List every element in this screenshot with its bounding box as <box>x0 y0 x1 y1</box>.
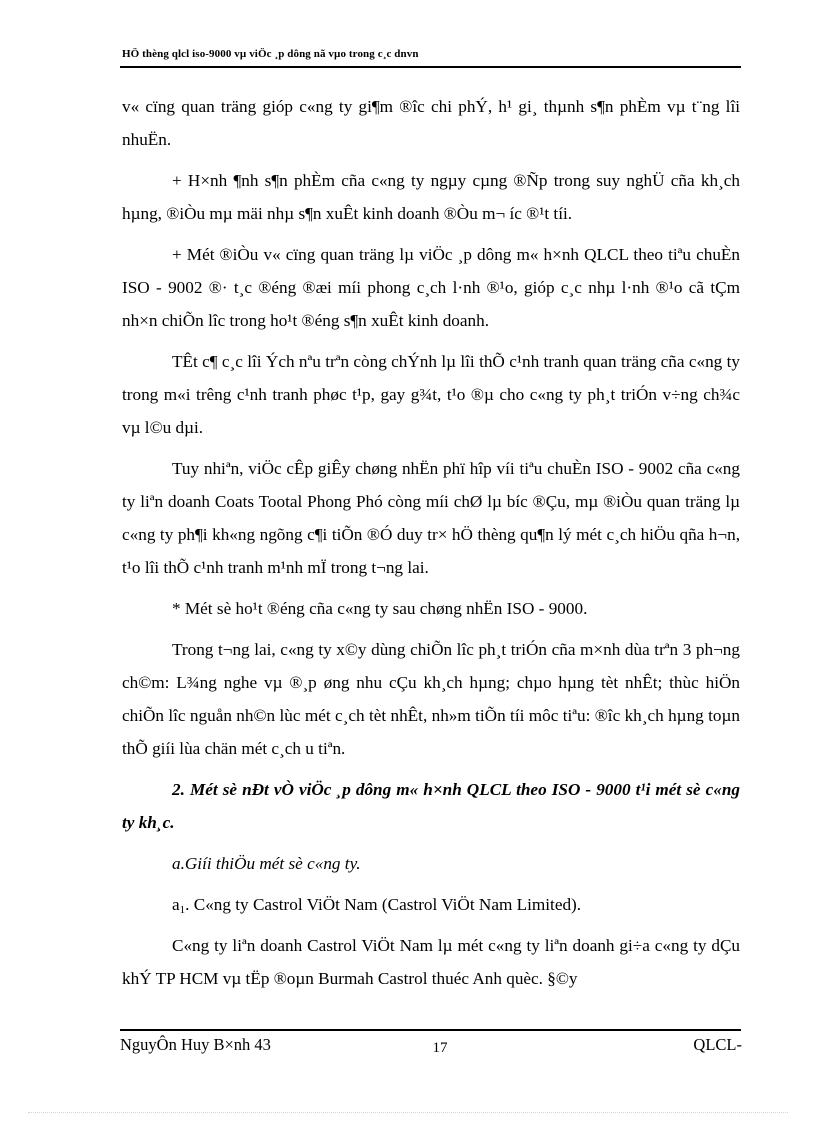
company-subheading-index: 1 <box>179 904 186 916</box>
paragraph-6: * Mét sè ho¹t ®éng cña c«ng ty sau chøng nhËn ISO - 9000. <box>172 599 588 618</box>
paragraph-3: + Mét ®iÒu v« cïng quan träng lµ viÖc ¸p dông m« h×nh QLCL theo tiªu chuÈn ISO - 9002 ®· t¸c ®éng ®æi míi phong c¸ch l·nh ®¹o, gióp c¸c nhµ l·nh ®¹o cã tÇm nh×n chiÕn lîc trong ho¹t ®éng s¶n xuÊt kinh doanh. <box>122 245 740 330</box>
paragraph-5: Tuy nhiªn, viÖc cÊp giÊy chøng nhËn phï hîp víi tiªu chuÈn ISO - 9002 cña c«ng ty liªn doanh Coats Tootal Phong Phó còng míi chØ lµ bíc ®Çu, mµ ®iÒu quan träng lµ c«ng ty ph¶i kh«ng ngõng c¶i tiÕn ®Ó duy tr× hÖ thèng qu¶n lý mét c¸ch hiÖu qña h¬n, t¹o lîi thÕ c¹nh tranh m¹nh mÏ trong t¬ng lai. <box>122 459 740 577</box>
page-bottom-edge <box>28 1112 788 1113</box>
header-divider <box>120 66 741 68</box>
company-subheading-text: . C«ng ty Castrol ViÖt Nam (Castrol ViÖt Nam Limited). <box>185 895 582 914</box>
page-number: 17 <box>432 1040 448 1056</box>
paragraph-8: C«ng ty liªn doanh Castrol ViÖt Nam lµ mét c«ng ty liªn doanh gi÷a c«ng ty dÇu khÝ TP HCM vµ tËp ®oµn Burmah Castrol thuéc Anh quèc. §©y <box>122 936 740 988</box>
section-heading: 2. Mét sè nÐt vÒ viÖc ¸p dông m« h×nh QLCL theo ISO - 9000 t¹i mét sè c«ng ty kh¸c. <box>122 780 740 832</box>
footer-class-code: QLCL- <box>693 1035 742 1054</box>
body-text <box>122 90 740 1003</box>
paragraph-7: Trong t¬ng lai, c«ng ty x©y dùng chiÕn lîc ph¸t triÓn cña m×nh dùa trªn 3 ph¬ng ch©m: L¾ng nghe vµ ®¸p øng nhu cÇu kh¸ch hµng; chµo hµng tèt nhÊt; thùc hiÖn chiÕn lîc nguån nh©n lùc mét c¸ch tèt nhÊt, nh»m tiÕn tíi môc tiªu: ®îc kh¸ch hµng toµn thÕ giíi lùa chän mét c¸ch u tiªn. <box>122 640 740 758</box>
footer-divider <box>120 1029 741 1031</box>
paragraph-1: v« cïng quan träng gióp c«ng ty gi¶m ®îc chi phÝ, h¹ gi¸ thµnh s¶n phÈm vµ t¨ng lîi nhuËn. <box>122 97 740 149</box>
footer-author: NguyÔn Huy B×nh 43 <box>120 1035 271 1054</box>
company-subheading <box>122 888 740 921</box>
paragraph-2: + H×nh ¶nh s¶n phÈm cña c«ng ty ngµy cµng ®Ñp trong suy nghÜ cña kh¸ch hµng, ®iÒu mµ mäi nhµ s¶n xuÊt kinh doanh ®Òu m¬ íc ®¹t tíi. <box>122 171 740 223</box>
company-subheading-letter: a <box>172 895 180 914</box>
paragraph-4: TÊt c¶ c¸c lîi Ých nªu trªn còng chÝnh lµ lîi thÕ c¹nh tranh quan träng cña c«ng ty trong m«i trêng c¹nh tranh phøc t¹p, gay g¾t, t¹o ®µ cho c«ng ty ph¸t triÓn v÷ng ch¾c vµ l©u dµi. <box>122 352 740 437</box>
subsection-heading: a.Giíi thiÖu mét sè c«ng ty. <box>172 854 361 873</box>
running-header: HÖ thèng qlcl iso-9000 vµ viÖc ¸p dông nã vµo trong c¸c dnvn <box>122 48 419 60</box>
